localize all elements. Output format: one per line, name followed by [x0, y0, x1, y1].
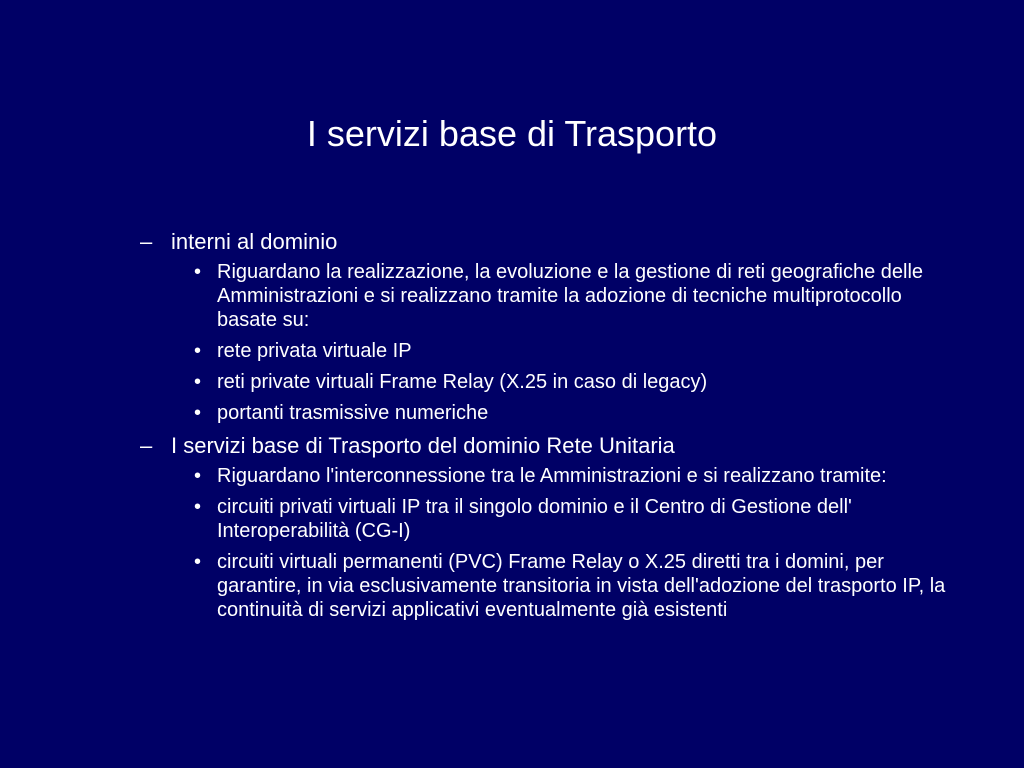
list-item-text: circuiti privati virtuali IP tra il singolo dominio e il Centro di Gestione dell' Interoperabilità (CG-I): [217, 496, 852, 542]
bullet-marker: •: [194, 465, 202, 487]
list-item-text: circuiti virtuali permanenti (PVC) Frame Relay o X.25 diretti tra i domini, per garantire, in via esclusivamente transitoria in vista dell'adozione del trasporto IP, la continuità di servizi applicativi eventualmente già esistenti: [217, 551, 946, 621]
list-item-text: rete privata virtuale IP: [217, 340, 412, 362]
section-heading-text: interni al dominio: [171, 229, 338, 254]
bullet-marker: •: [194, 551, 202, 573]
bullet-marker: •: [194, 496, 202, 518]
list-item-text: portanti trasmissive numeriche: [217, 402, 489, 424]
slide-title: I servizi base di Trasporto: [306, 113, 718, 154]
bullet-marker: •: [194, 340, 202, 362]
list-item-text: reti private virtuali Frame Relay (X.25 in caso di legacy): [217, 371, 708, 393]
list-item: [140, 550, 960, 622]
list-item-text: Riguardano l'interconnessione tra le Amministrazioni e si realizzano tramite:: [217, 465, 887, 487]
section-items-rete-unitaria: [140, 464, 960, 622]
section-items-interni: [140, 260, 960, 425]
list-item: [140, 495, 960, 543]
list-item-text: Riguardano la realizzazione, la evoluzione e la gestione di reti geografiche delle Amministrazioni e si realizzano tramite la adozione di tecniche multiprotocollo basate su:: [217, 261, 924, 331]
section-heading-rete-unitaria: [140, 432, 960, 460]
dash-marker: –: [140, 433, 153, 458]
section-heading-text: I servizi base di Trasporto del dominio Rete Unitaria: [171, 433, 675, 458]
list-item: [140, 464, 960, 488]
list-item: [140, 401, 960, 425]
section-heading-interni: [140, 228, 960, 256]
bullet-marker: •: [194, 371, 202, 393]
bullet-marker: •: [194, 261, 202, 283]
list-item: [140, 370, 960, 394]
dash-marker: –: [140, 229, 153, 254]
bullet-marker: •: [194, 402, 202, 424]
list-item: [140, 260, 960, 332]
list-item: [140, 339, 960, 363]
slide-content: [140, 228, 960, 629]
